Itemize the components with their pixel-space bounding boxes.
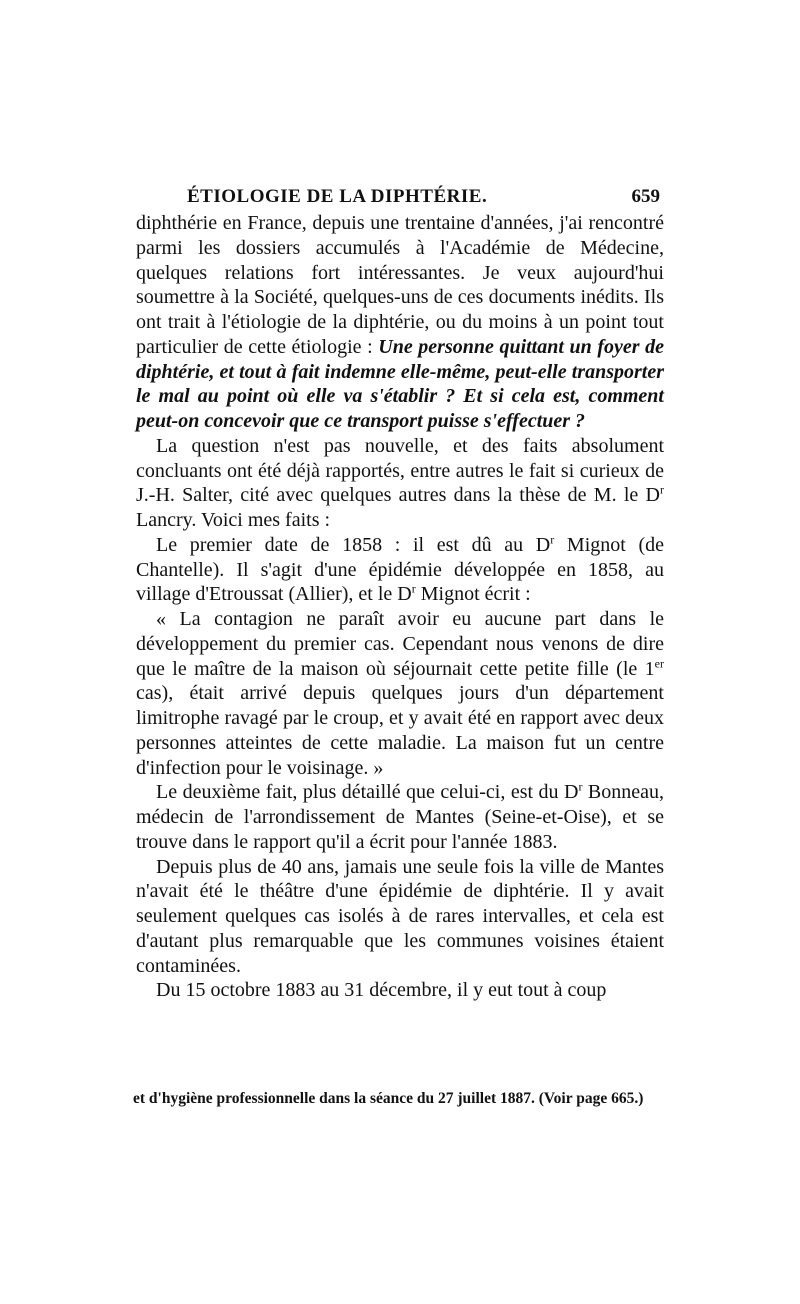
quotation-b: cas), était arrivé depuis quelques jours d'un département limitrophe ravagé par le croup, et y avait été en rapport avec deux personnes atteintes de cette maladie. La maison fut un centre d'infection pour le voisinage. » xyxy=(136,682,664,779)
quotation xyxy=(136,607,664,780)
paragraph-3-a: Le premier date de 1858 : il est dû au D xyxy=(156,533,551,556)
body-text xyxy=(136,211,664,1003)
paragraph-3 xyxy=(136,533,664,607)
paragraph-2 xyxy=(136,434,664,533)
paragraph-4-b: Bonneau, médecin de l'arrondissement de Mantes (Seine-et-Oise), et se trouve dans le rapport qu'il a écrit pour l'année 1883. xyxy=(136,781,665,853)
paragraph-1-text: diphthérie en France, depuis une trentaine d'années, j'ai rencontré parmi les dossiers accumulés à l'Académie de Médecine, quelques relations fort intéressantes. Je veux aujourd'hui soumettre à la Société, quelques-uns de ces documents inédits. Ils ont trait à l'étiologie de la diphtérie, ou du moins à un point tout particulier de cette étiologie : xyxy=(136,212,664,358)
paragraph-2-sup: r xyxy=(660,482,664,497)
paragraph-1 xyxy=(136,211,664,434)
page-number: 659 xyxy=(631,186,660,207)
quotation-sup: er xyxy=(654,655,664,670)
paragraph-2-tail: Lancry. Voici mes faits : xyxy=(136,509,331,531)
paragraph-4 xyxy=(136,780,664,854)
paragraph-3-sup: r xyxy=(550,532,555,547)
page-header xyxy=(155,186,660,210)
paragraph-5: Depuis plus de 40 ans, jamais une seule fois la ville de Mantes n'avait été le théâtre d'une épidémie de diphtérie. Il y avait seulement quelques cas isolés à de rares intervalles, et cela est d'autant plus remarquable que les communes voisines étaient contaminées. xyxy=(136,855,664,977)
footnote: et d'hygiène professionnelle dans la séance du 27 juillet 1887. (Voir page 665.) xyxy=(133,1090,644,1107)
paragraph-4-sup: r xyxy=(578,779,583,794)
quotation-a: « La contagion ne paraît avoir eu aucune part dans le développement du premier cas. Cependant nous venons de dire que le maître de la maison où séjournait cette petite fille (le 1 xyxy=(136,608,664,680)
running-title: ÉTIOLOGIE DE LA DIPHTÉRIE. xyxy=(187,186,488,207)
paragraph-4-a: Le deuxième fait, plus détaillé que celui-ci, est du D xyxy=(156,781,579,804)
paragraph-1-italic: Une personne quittant un foyer de diphtérie, et tout à fait indemne elle-même, peut-elle transporter le mal au point où elle va s'établir ? Et si cela est, comment peut-on concevoir que ce transport puisse s'effectuer ? xyxy=(136,335,664,432)
paragraph-2-text: La question n'est pas nouvelle, et des faits absolument concluants ont été déjà rapportés, entre autres le fait si curieux de J.-H. Salter, cité avec quelques autres dans la thèse de M. le D xyxy=(136,434,664,507)
paragraph-3-sup-2: r xyxy=(411,581,416,596)
paragraph-3-b: Mignot (de Chantelle). Il s'agit d'une épidémie développée en 1858, au village d'Etroussat (Allier), et le D xyxy=(136,533,664,606)
paragraph-3-c: Mignot écrit : xyxy=(415,583,531,606)
paragraph-6: Du 15 octobre 1883 au 31 décembre, il y eut tout à coup xyxy=(156,979,607,1002)
